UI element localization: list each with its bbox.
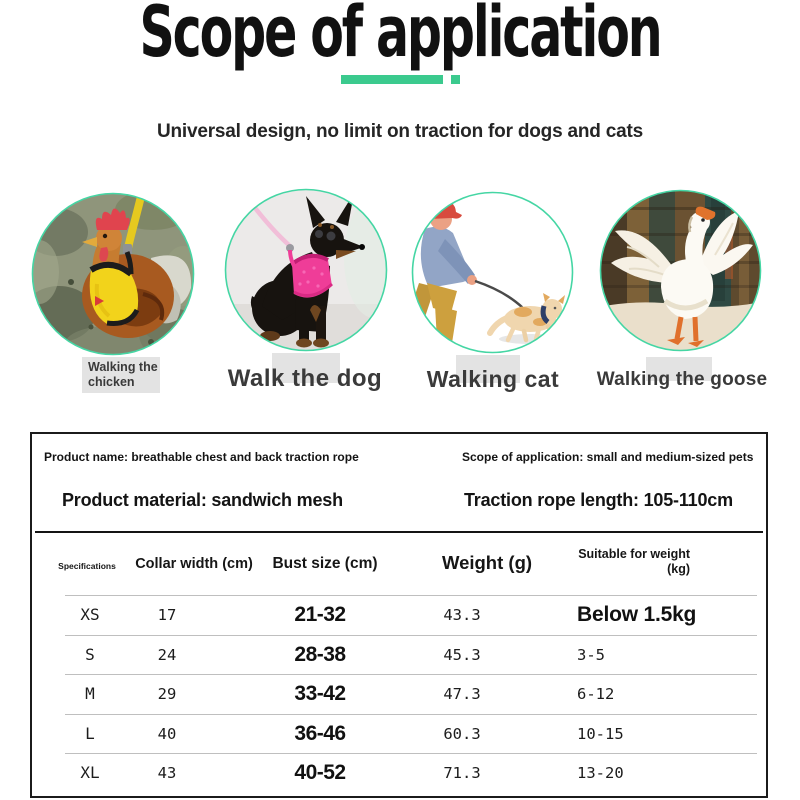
column-header-specifications: Specifications xyxy=(58,561,116,571)
cat-walking-illustration xyxy=(411,191,574,354)
collar-cell: 24 xyxy=(157,646,177,664)
collar-cell: 43 xyxy=(157,764,177,782)
weight-cell: 43.3 xyxy=(443,606,481,624)
size-cell: XL xyxy=(80,763,100,782)
weight-cell: 45.3 xyxy=(443,646,481,664)
weight-cell: 47.3 xyxy=(443,685,481,703)
table-divider-black xyxy=(35,531,763,533)
scene-dog xyxy=(224,188,388,352)
scene-label-dog: Walk the dog xyxy=(227,365,383,392)
product-name-text: Product name: breathable chest and back traction rope xyxy=(44,450,359,464)
column-header-weight: Weight (g) xyxy=(441,552,533,573)
bust-cell: 40-52 xyxy=(294,761,346,784)
spec-table xyxy=(30,432,768,798)
size-cell: M xyxy=(85,684,95,703)
column-header-collar-width: Collar width (cm) xyxy=(135,556,253,572)
weight-cell: 71.3 xyxy=(443,764,481,782)
rope-length-text: Traction rope length: 105-110cm xyxy=(464,490,733,510)
suitable-cell: 10-15 xyxy=(577,725,624,743)
collar-cell: 17 xyxy=(157,606,177,624)
collar-cell: 29 xyxy=(157,685,177,703)
bust-cell: 21-32 xyxy=(294,603,346,626)
page-title: Scope of application xyxy=(139,0,661,73)
size-cell: S xyxy=(85,645,95,664)
column-header-suitable-weight xyxy=(540,547,690,577)
suitable-cell: Below 1.5kg xyxy=(577,603,697,626)
suitable-cell: 3-5 xyxy=(577,646,605,664)
scene-label-goose: Walking the goose xyxy=(596,369,768,390)
scene-goose xyxy=(599,189,762,352)
scope-of-application-text: Scope of application: small and medium-sized pets xyxy=(462,450,754,464)
goose-walking-photo xyxy=(599,189,762,352)
suitable-header-line2: (kg) xyxy=(667,562,690,576)
bust-cell: 33-42 xyxy=(294,682,346,705)
scene-label-chicken: Walking the chicken xyxy=(82,357,160,393)
dog-harness-photo xyxy=(224,188,388,352)
size-row-xs xyxy=(32,595,766,635)
title-underline-dot xyxy=(451,75,460,84)
size-row-m xyxy=(32,674,766,714)
scene-label-cat: Walking cat xyxy=(426,366,560,392)
size-row-s xyxy=(32,635,766,675)
bust-cell: 28-38 xyxy=(294,643,346,666)
size-row-l xyxy=(32,714,766,754)
size-cell: XS xyxy=(80,605,100,624)
suitable-cell: 13-20 xyxy=(577,764,624,782)
product-material-text: Product material: sandwich mesh xyxy=(62,490,343,510)
title-underline-bar xyxy=(341,75,443,84)
chicken-harness-photo xyxy=(31,192,195,356)
page-subtitle: Universal design, no limit on traction for dogs and cats xyxy=(156,121,644,142)
column-header-bust-size: Bust size (cm) xyxy=(272,555,378,572)
suitable-cell: 6-12 xyxy=(577,685,615,703)
suitable-header-line1: Suitable for weight xyxy=(578,547,690,561)
size-cell: L xyxy=(85,724,95,743)
weight-cell: 60.3 xyxy=(443,725,481,743)
bust-cell: 36-46 xyxy=(294,722,346,745)
scene-chicken xyxy=(31,192,195,356)
scene-cat xyxy=(411,191,574,354)
size-row-xl xyxy=(32,753,766,793)
collar-cell: 40 xyxy=(157,725,177,743)
